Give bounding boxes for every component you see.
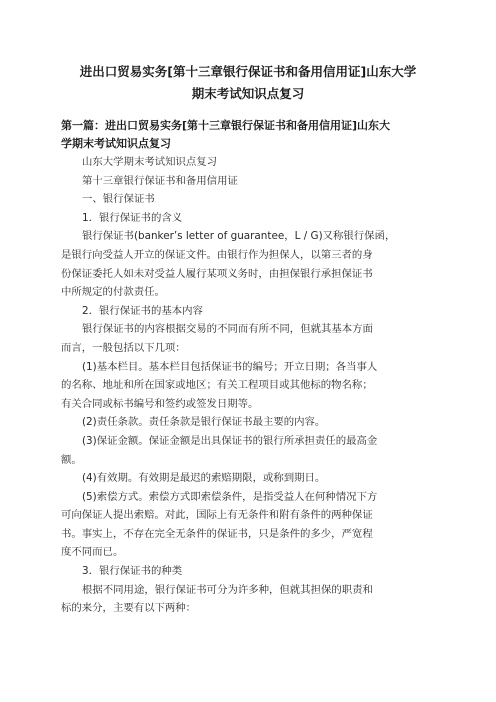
paragraph-line: 2．银行保证书的基本内容 [82, 304, 203, 317]
paragraph-line: (3)保证金额。保证金额是出具保证书的银行所承担责任的最高金 [82, 434, 378, 447]
paragraph-line: 3．银行保证书的种类 [82, 565, 183, 578]
paragraph-line: 银行保证书的内容根据交易的不同而有所不同，但就其基本方面 [82, 323, 373, 336]
section-heading-line-2: 学期末考试知识点复习 [61, 137, 171, 150]
paragraph-line: (4)有效期。有效期是最迟的索赔期限，或称到期日。 [82, 472, 326, 485]
section-heading-line-1: 第一篇：进出口贸易实务[第十三章银行保证书和备用信用证]山东大 [61, 119, 391, 132]
paragraph-line: 1．银行保证书的含义 [82, 211, 183, 224]
paragraph-line: 可向保证人提出索赔。对此，国际上有无条件和附有条件的两种保证 [61, 509, 373, 522]
paragraph-line: 而言，一般包括以下几项： [61, 341, 186, 354]
paragraph-line: 中所规定的付款责任。 [61, 286, 165, 299]
paragraph-line: 是银行向受益人开立的保证文件。由银行作为担保人，以第三者的身 [61, 248, 373, 261]
paragraph-line: (5)索偿方式。索偿方式即索偿条件，是指受益人在何种情况下方 [82, 490, 378, 503]
document-title [60, 61, 436, 105]
paragraph-line: 的名称、地址和所在国家或地区；有关工程项目或其他标的物名称； [61, 379, 373, 392]
paragraph-line: 度不同而已。 [61, 546, 124, 559]
document-title-line-1: 进出口贸易实务[第十三章银行保证书和备用信用证]山东大学 [79, 64, 417, 79]
paragraph-line: 山东大学期末考试知识点复习 [82, 156, 218, 168]
document-title-line-2: 期末考试知识点复习 [191, 86, 305, 101]
paragraph-line: 第十三章银行保证书和备用信用证 [82, 174, 238, 187]
paragraph-line: (2)责任条款。责任条款是银行保证书最主要的内容。 [82, 416, 326, 429]
paragraph-line: 银行保证书(banker’s letter of guarantee，L / G)又称银行保函， [82, 230, 396, 243]
paragraph-line: 标的来分，主要有以下两种： [61, 602, 197, 615]
paragraph-line: 额。 [61, 453, 82, 466]
section-heading [61, 117, 441, 153]
paragraph-line: 书。事实上，不存在完全无条件的保证书，只是条件的多少，严宽程 [61, 527, 373, 540]
paragraph-line: (1)基本栏目。基本栏目包括保证书的编号；开立日期；各当事人 [82, 360, 378, 373]
paragraph-line: 根据不同用途，银行保证书可分为许多种，但就其担保的职责和 [82, 583, 373, 596]
paragraph-line: 一、银行保证书 [82, 193, 155, 206]
paragraph-line: 份保证委托人如未对受益人履行某项义务时，由担保银行承担保证书 [61, 267, 373, 280]
paragraph-line: 有关合同或标书编号和签约或签发日期等。 [61, 397, 259, 410]
document-body [61, 153, 437, 618]
